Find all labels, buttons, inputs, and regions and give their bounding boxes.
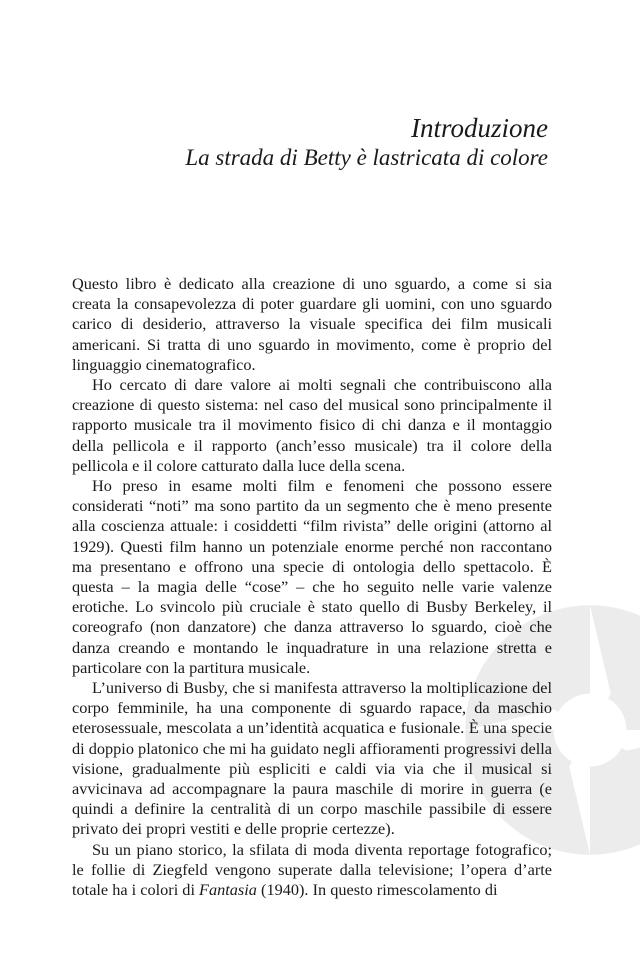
- body-text: [72, 274, 552, 900]
- paragraph-text: Su un piano storico, la sfilata di moda diventa reportage fotografico; le follie di Ziegfeld vengono superate dalla televisione; l’opera d’arte totale ha i colori di: [72, 839, 552, 900]
- paragraph: [72, 840, 552, 901]
- paragraph: L’universo di Busby, che si manifesta attraverso la moltiplicazione del corpo femminile, ha una componente di sguardo rapace, da maschio eterosessuale, mescolata a un’identità acquatica e fusionale. È una specie di doppio platonico che mi ha guidato negli affioramenti progressivi della visione, gradualmente più espliciti e caldi via via che il musical si avvicinava ad accompagnare la paura maschile di morire in guerra (e quindi a definire la centralità di un corpo maschile passibile di essere privato dei propri vestiti e delle proprie certezze).: [72, 678, 552, 839]
- paragraph-text: (1940). In questo rimescolamento di: [256, 880, 498, 900]
- paragraph: Ho cercato di dare valore ai molti segnali che contribuiscono alla creazione di questo sistema: nel caso del musical sono principalmente il rapporto musicale tra il movimento fisico di chi danza e il montaggio della pellicola e il rapporto (anch’esso musicale) tra il colore della pellicola e il colore catturato dalla luce della scena.: [72, 375, 552, 475]
- film-title-emphasis: Fantasia: [199, 880, 257, 900]
- paragraph: Questo libro è dedicato alla creazione di uno sguardo, a come si sia creata la consapevolezza di poter guardare gli uomini, con uno sguardo carico di desiderio, attraverso la visuale specifica dei film musicali americani. Si tratta di uno sguardo in movimento, come è proprio del linguaggio cinematografico.: [72, 274, 552, 374]
- chapter-heading: [74, 112, 548, 172]
- chapter-subtitle: La strada di Betty è lastricata di colore: [185, 145, 548, 170]
- chapter-title: Introduzione: [411, 113, 548, 143]
- paragraph: Ho preso in esame molti film e fenomeni che possono essere considerati “noti” ma sono partito da un segmento che è meno presente alla coscienza attuale: i cosiddetti “film rivista” delle origini (attorno al 1929). Questi film hanno un potenziale enorme perché non raccontano ma presentano e offrono una specie di ontologia dello spettacolo. È questa – la magia delle “cose” – che ho seguito nelle varie valenze erotiche. Lo svincolo più cruciale è stato quello di Busby Berkeley, il coreografo (non danzatore) che danza attraverso lo sguardo, cioè che danza creando e montando le inquadrature in una relazione stretta e particolare con la partitura musicale.: [72, 476, 552, 677]
